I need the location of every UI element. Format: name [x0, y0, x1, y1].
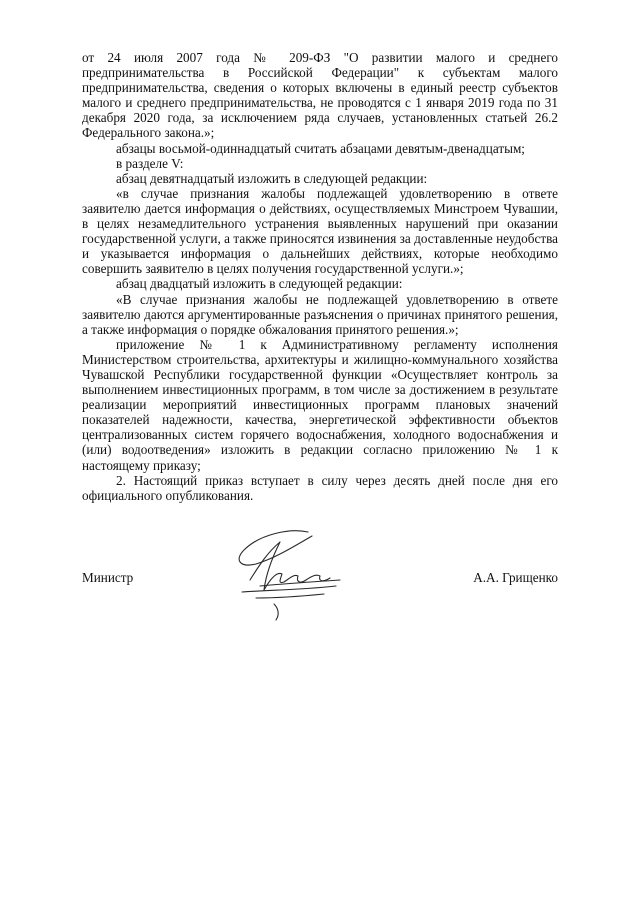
paragraph-1: от 24 июля 2007 года № 209-ФЗ "О развитии малого и среднего предпринимательства в Российской Федерации" к субъектам малого предпринимательства, сведения о которых включены в единый реестр субъектов малого и среднего предпринимательства, не проводятся с 1 января 2019 года по 31 декабря 2020 года, за исключением ряда случаев, установленных статьей 26.2 Федерального закона.»; [82, 50, 558, 141]
paragraph-7: «В случае признания жалобы не подлежащей удовлетворению в ответе заявителю даются аргументированные разъяснения о причинах принятого решения, а также информация о порядке обжалования принятого решения.»; [82, 291, 558, 337]
paragraph-5: «в случае признания жалобы подлежащей удовлетворению в ответе заявителю дается информация о действиях, осуществляемых Минстроем Чувашии, в целях незамедлительного устранения выявленных нарушений при оказании государственной услуги, а также приносятся извинения за доставленные неудобства и указывается информация о дальнейших действиях, которые необходимо совершить заявителю в целях получения государственной услуги.»; [82, 185, 558, 277]
paragraph-3: в разделе V: [116, 155, 184, 171]
paragraph-2: абзацы восьмой-одиннадцатый считать абзацами девятым-двенадцатым; [116, 140, 525, 156]
signature-block [82, 562, 558, 622]
paragraph-8: приложение № 1 к Административному регламенту исполнения Министерством строительства, архитектуры и жилищно-коммунального хозяйства Чувашской Республики государственной функции «Осуществляет контроль за выполнением инвестиционных программ, в том числе за достижением в результате реализации мероприятий инвестиционных программ плановых значений показателей надежности, качества, энергетической эффективности объектов централизованных систем горячего водоснабжения, холодного водоснабжения и (или) водоотведения» изложить в редакции согласно приложению № 1 к настоящему приказу; [82, 336, 558, 473]
handwritten-signature [220, 524, 360, 624]
document-body [82, 50, 558, 503]
paragraph-9: 2. Настоящий приказ вступает в силу через десять дней после дня его официального опубликования. [82, 472, 558, 503]
paragraph-6: абзац двадцатый изложить в следующей редакции: [116, 276, 403, 292]
signatory-name: А.А. Грищенко [473, 570, 558, 585]
signatory-title: Министр [82, 570, 134, 585]
paragraph-4: абзац девятнадцатый изложить в следующей редакции: [116, 170, 428, 186]
